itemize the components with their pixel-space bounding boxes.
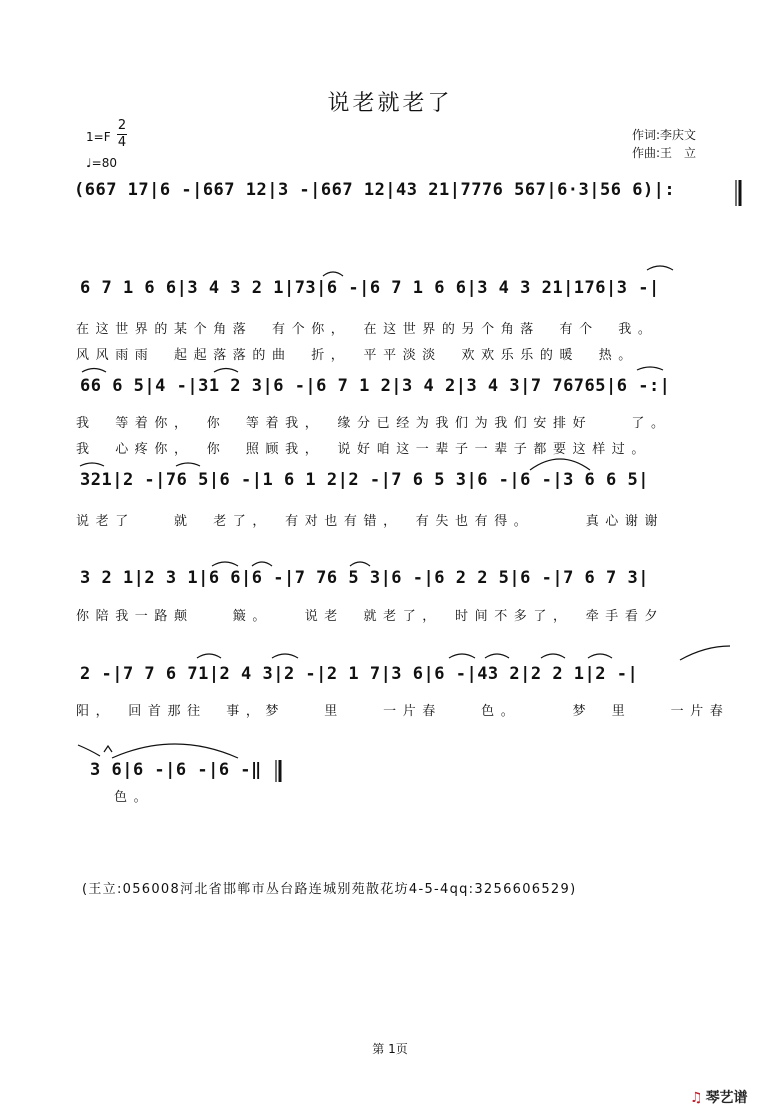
score-line-6: 2 -|7 7 6 71|2 4 3|2 -|2 1 7|3 6|6 -|43 2|2 2 1|2 -|: [80, 664, 639, 684]
contact-footer: (王立:056008河北省邯郸市丛台路连城别苑散花坊4-5-4qq:3256606529): [82, 882, 577, 897]
song-title: 说老就老了: [327, 91, 453, 116]
page-number: 第 1页: [372, 1042, 408, 1056]
lyric-line-5: 你陪我一路颠 簸。 说老 就老了， 时间不多了， 牵手看夕: [76, 609, 665, 624]
lyric-line-4: 说老了 就 老了， 有对也有错， 有失也有得。 真心谢谢: [76, 514, 665, 529]
score-line-3: 66 6 5|4 -|31 2 3|6 -|6 7 1 2|3 4 2|3 4 3|7 76765|6 -:|: [80, 376, 671, 396]
site-logo: ♫ 琴艺谱: [690, 1090, 748, 1106]
time-signature-top: 2: [117, 118, 127, 133]
score-line-2: 6 7 1 6 6|3 4 3 2 1|73|6 -|6 7 1 6 6|3 4 3 21|176|3 -|: [80, 278, 660, 298]
score-line-4: 321|2 -|76 5|6 -|1 6 1 2|2 -|7 6 5 3|6 -|6 -|3 6 6 5|: [80, 470, 649, 490]
score-line-1: (667 17|6 -|667 12|3 -|667 12|43 21|7776 567|6·3|56 6)|:: [74, 180, 676, 200]
lyric-line-2a: 在这世界的某个角落 有个你， 在这世界的另个角落 有个 我。: [76, 322, 658, 337]
lyricist: 作词:李庆文: [632, 128, 697, 142]
lyric-line-2b: 风风雨雨 起起落落的曲 折， 平平淡淡 欢欢乐乐的暖 热。: [76, 348, 638, 363]
lyric-line-3a: 我 等着你， 你 等着我， 缘分已经为我们为我们安排好 了。: [76, 416, 671, 431]
composer: 作曲:王 立: [632, 146, 697, 160]
key-signature: 1=F: [86, 130, 111, 144]
tempo-marking: ♩=80: [86, 156, 117, 170]
lyric-line-7: 色。: [114, 790, 154, 805]
score-line-5: 3 2 1|2 3 1|6 6|6 -|7 76 5 3|6 -|6 2 2 5|6 -|7 6 7 3|: [80, 568, 649, 588]
lyric-line-3b: 我 心疼你， 你 照顾我， 说好咱这一辈子一辈子都要这样过。: [76, 442, 652, 457]
logo-icon: ♫: [690, 1090, 703, 1106]
score-line-7: 3 6|6 -|6 -|6 -‖: [90, 760, 262, 780]
lyric-line-6: 阳， 回首那往 事，梦 里 一片春 色。 梦 里 一片春: [76, 704, 730, 719]
quarter-note-icon: ♩: [86, 156, 92, 170]
time-signature-bottom: 4: [117, 135, 127, 150]
